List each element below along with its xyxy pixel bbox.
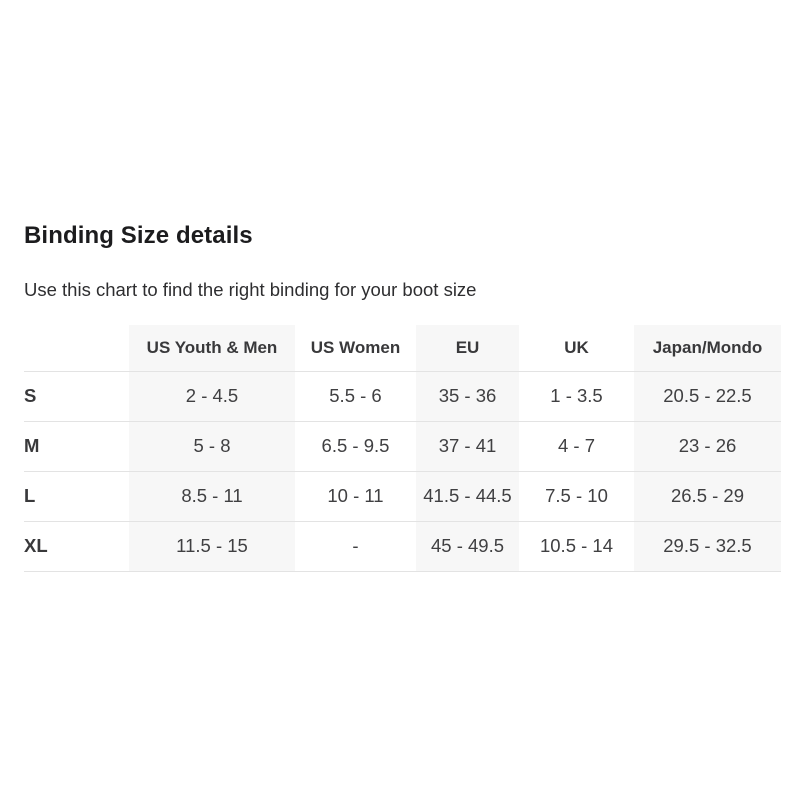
size-cell: 10 - 11 (295, 471, 416, 521)
column-header: US Women (295, 325, 416, 371)
size-cell: 2 - 4.5 (129, 371, 295, 421)
page-title: Binding Size details (24, 222, 253, 249)
size-cell: 26.5 - 29 (634, 471, 781, 521)
table-row (24, 521, 781, 571)
size-cell: 5.5 - 6 (295, 371, 416, 421)
row-label: S (24, 371, 129, 421)
row-label: M (24, 421, 129, 471)
table-header (24, 325, 781, 371)
size-cell: 37 - 41 (416, 421, 519, 471)
table-row (24, 371, 781, 421)
column-header: US Youth & Men (129, 325, 295, 371)
page-subtitle: Use this chart to find the right binding for your boot size (24, 279, 477, 300)
binding-size-table (24, 325, 781, 572)
table-body (24, 371, 781, 571)
size-cell: 41.5 - 44.5 (416, 471, 519, 521)
column-header: UK (519, 325, 634, 371)
size-cell: 11.5 - 15 (129, 521, 295, 571)
corner-header-cell (24, 325, 129, 371)
size-cell: 1 - 3.5 (519, 371, 634, 421)
row-label: L (24, 471, 129, 521)
size-cell: - (295, 521, 416, 571)
size-cell: 23 - 26 (634, 421, 781, 471)
table-row (24, 471, 781, 521)
table-row (24, 421, 781, 471)
size-cell: 6.5 - 9.5 (295, 421, 416, 471)
column-header: EU (416, 325, 519, 371)
size-cell: 5 - 8 (129, 421, 295, 471)
column-header: Japan/Mondo (634, 325, 781, 371)
size-cell: 8.5 - 11 (129, 471, 295, 521)
size-chart-section (24, 0, 782, 572)
size-cell: 20.5 - 22.5 (634, 371, 781, 421)
table-header-row (24, 325, 781, 371)
size-cell: 45 - 49.5 (416, 521, 519, 571)
size-cell: 10.5 - 14 (519, 521, 634, 571)
size-cell: 35 - 36 (416, 371, 519, 421)
size-cell: 29.5 - 32.5 (634, 521, 781, 571)
row-label: XL (24, 521, 129, 571)
size-cell: 7.5 - 10 (519, 471, 634, 521)
size-cell: 4 - 7 (519, 421, 634, 471)
